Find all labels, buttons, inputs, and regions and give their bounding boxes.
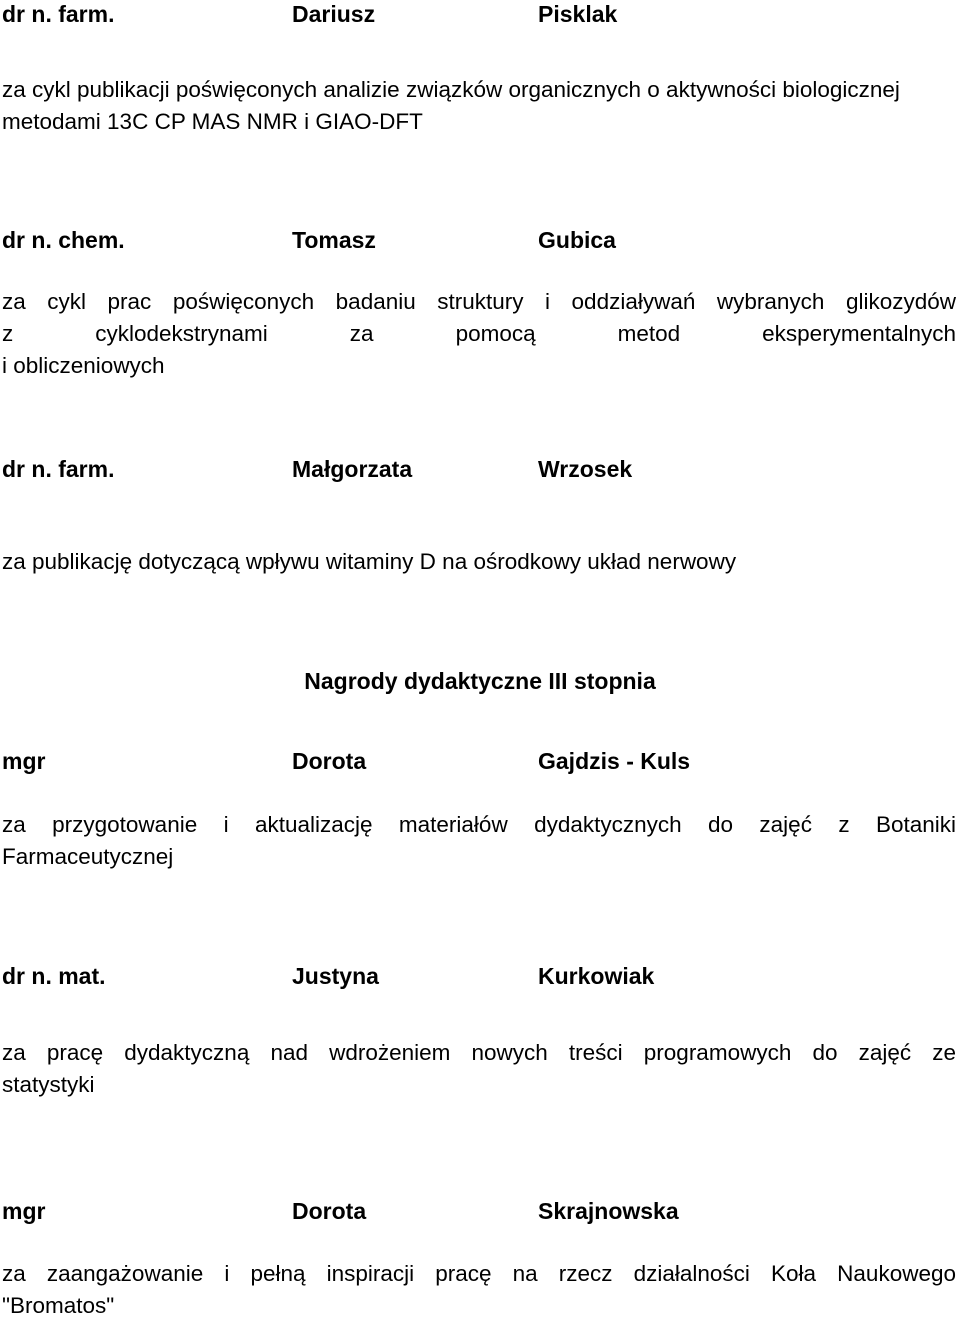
description-line: za zaangażowanie i pełną inspiracji pracę na rzecz działalności Koła Naukowego: [2, 1261, 956, 1286]
award-description: za cykl publikacji poświęconych analizie związków organicznych o aktywności biologicznej metodami 13C CP MAS NMR i GIAO-DFT: [2, 77, 900, 134]
award-description: [2, 1037, 956, 1101]
last-name: Skrajnowska: [538, 1198, 679, 1224]
first-name: Tomasz: [292, 227, 376, 253]
last-name: Pisklak: [538, 1, 618, 27]
award-entry-name-row: [2, 1195, 956, 1227]
award-description: [2, 809, 956, 873]
description-line: za cykl prac poświęconych badaniu struktury i oddziaływań wybranych glikozydów: [2, 289, 956, 314]
description-line: statystyki: [2, 1072, 95, 1097]
award-entry-name-row: [2, 0, 956, 30]
description-line: i obliczeniowych: [2, 353, 165, 378]
last-name: Kurkowiak: [538, 963, 655, 989]
award-description: [2, 1258, 956, 1322]
first-name: Justyna: [292, 963, 379, 989]
award-entry-name-row: [2, 453, 956, 485]
academic-title: dr n. mat.: [2, 963, 106, 989]
last-name: Gajdzis - Kuls: [538, 748, 691, 774]
last-name: Wrzosek: [538, 456, 633, 482]
first-name: Dariusz: [292, 1, 376, 27]
description-line: za pracę dydaktyczną nad wdrożeniem nowych treści programowych do zajęć ze: [2, 1040, 956, 1065]
description-line: za przygotowanie i aktualizację materiałów dydaktycznych do zajęć z Botaniki: [2, 812, 956, 837]
description-line: z cyklodekstrynami za pomocą metod eksperymentalnych: [2, 321, 956, 346]
first-name: Małgorzata: [292, 456, 413, 482]
academic-title: mgr: [2, 1198, 46, 1224]
academic-title: mgr: [2, 748, 46, 774]
academic-title: dr n. chem.: [2, 227, 125, 253]
award-description: za publikację dotyczącą wpływu witaminy D na ośrodkowy układ nerwowy: [2, 549, 737, 574]
academic-title: dr n. farm.: [2, 456, 115, 482]
academic-title: dr n. farm.: [2, 1, 115, 27]
award-entry-name-row: [2, 745, 956, 777]
last-name: Gubica: [538, 227, 616, 253]
award-entry-name-row: [2, 960, 956, 992]
award-entry-name-row: [2, 224, 956, 256]
award-description: [2, 286, 956, 382]
description-line: "Bromatos": [2, 1293, 115, 1318]
section-heading: Nagrody dydaktyczne III stopnia: [304, 668, 656, 694]
first-name: Dorota: [292, 1198, 367, 1224]
first-name: Dorota: [292, 748, 367, 774]
description-line: Farmaceutycznej: [2, 844, 174, 869]
